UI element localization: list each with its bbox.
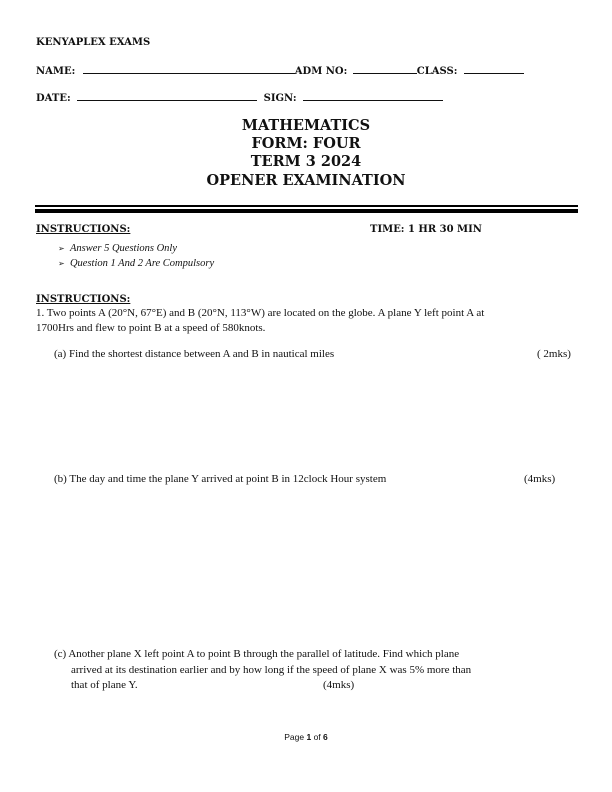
subject-title: MATHEMATICS [241,117,371,134]
instruction-bullet: ➢ Answer 5 Questions Only [58,243,177,254]
question-heading: INSTRUCTIONS: [36,294,131,305]
form-title: FORM: FOUR [251,135,361,152]
adm-field[interactable] [353,64,417,74]
question1c-line3: that of plane Y. [71,679,138,691]
divider-thin [35,205,578,207]
class-field[interactable] [464,64,524,74]
sign-label: SIGN: [263,93,297,104]
name-row [36,64,524,77]
time-allowed: TIME: 1 HR 30 MIN [370,224,482,235]
date-row [36,91,443,104]
question1a-text: (a) Find the shortest distance between A and B in nautical miles [54,348,335,360]
instructions-heading: INSTRUCTIONS: [36,224,131,235]
date-label: DATE: [36,93,71,104]
arrow-bullet-icon: ➢ [58,259,65,268]
org-name: KENYAPLEX EXAMS [36,37,151,48]
question1c-marks: (4mks) [323,679,355,691]
question1a-marks: ( 2mks) [537,348,571,360]
page-number: Page 1 of 6 [284,732,328,742]
divider-thick [35,209,578,213]
name-label: NAME: [36,66,76,77]
question1b-marks: (4mks) [524,473,556,485]
exam-title: OPENER EXAMINATION [206,172,406,189]
term-title: TERM 3 2024 [250,153,362,170]
class-label: CLASS: [416,66,458,77]
date-field[interactable] [77,91,257,101]
instruction-bullet: ➢ Question 1 And 2 Are Compulsory [58,258,215,269]
arrow-bullet-icon: ➢ [58,244,65,253]
adm-label: ADM NO: [294,66,348,77]
name-field[interactable] [83,64,295,74]
question1b-text: (b) The day and time the plane Y arrived at point B in 12clock Hour system [54,473,387,485]
question1-text-line1: 1. Two points A (20°N, 67°E) and B (20°N, 113°W) are located on the globe. A plane Y left point A at [36,307,485,319]
question1-text-line2: 1700Hrs and flew to point B at a speed of 580knots. [36,322,266,334]
sign-field[interactable] [303,91,443,101]
question1c-line2: arrived at its destination earlier and by how long if the speed of plane X was 5% more than [71,664,472,676]
question1c-line1: (c) Another plane X left point A to point B through the parallel of latitude. Find which plane [54,648,460,660]
